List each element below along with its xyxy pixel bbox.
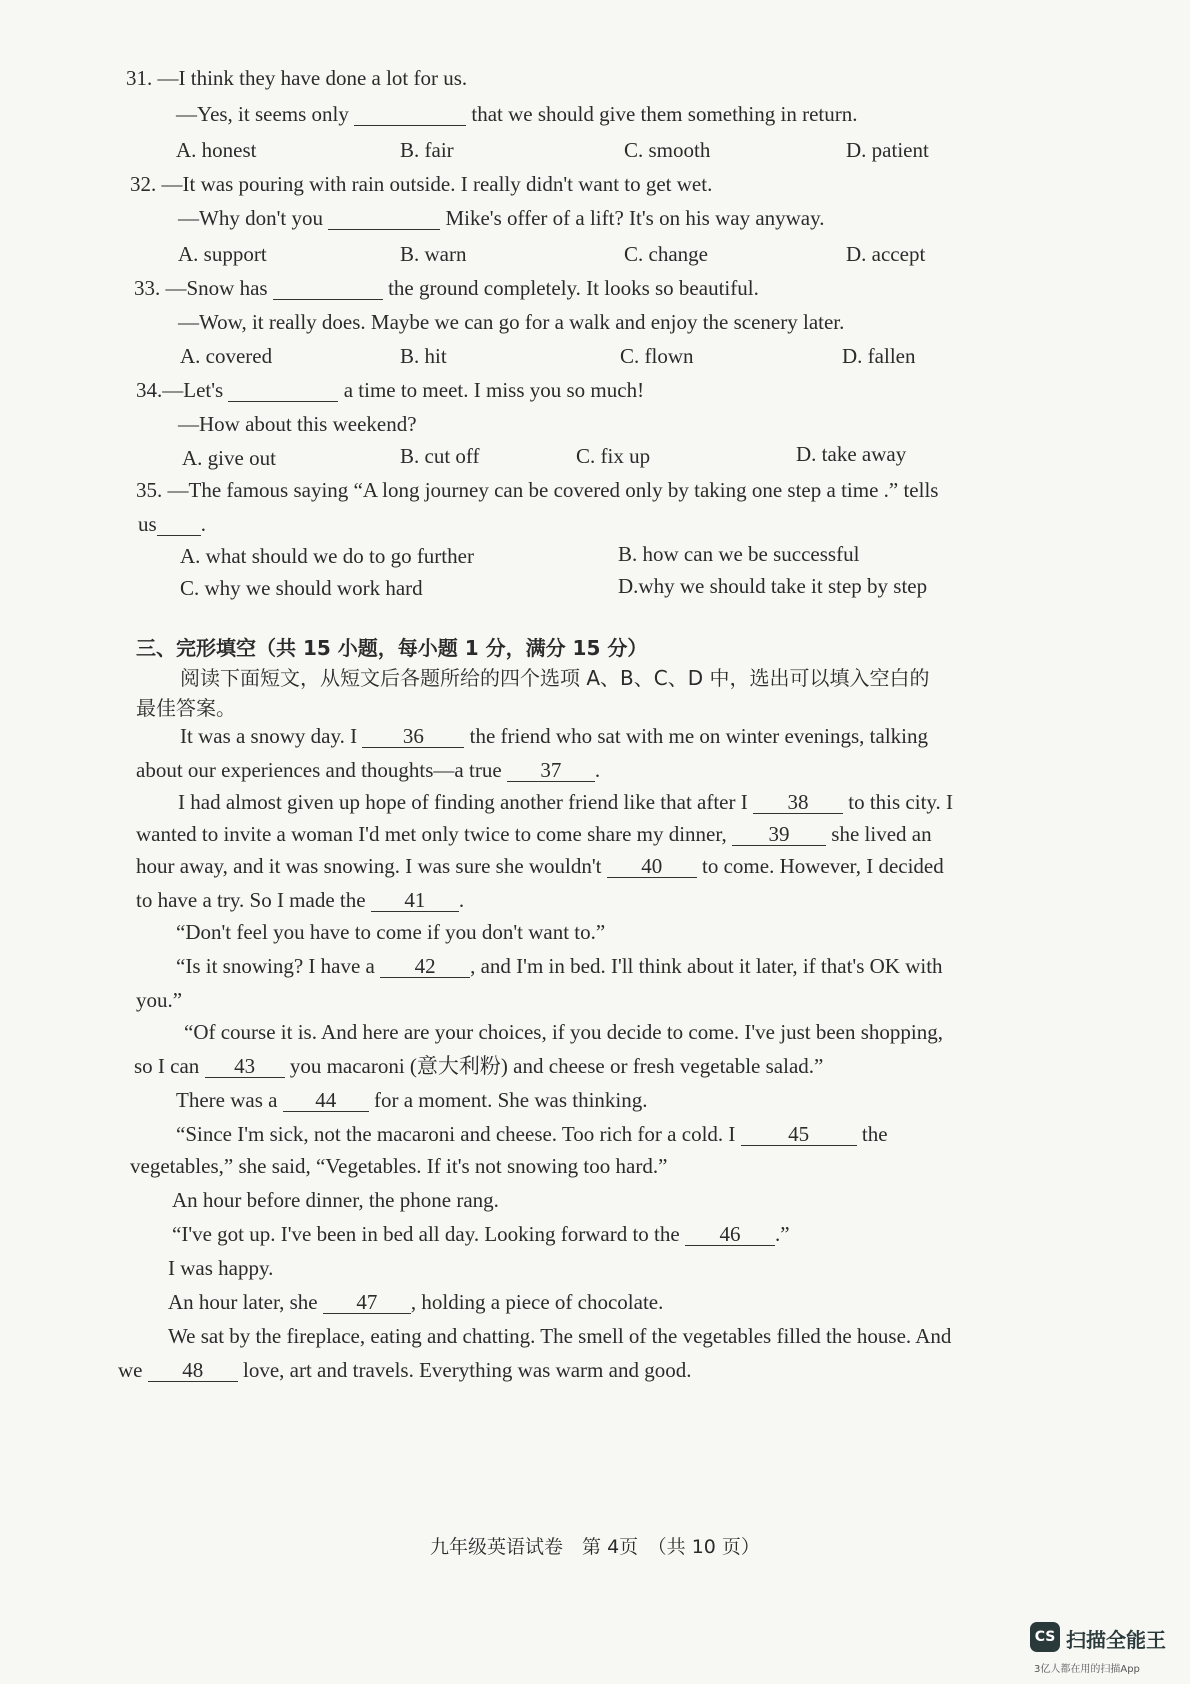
question-number: 35.: [136, 478, 163, 502]
passage-text: “Since I'm sick, not the macaroni and cheese. Too rich for a cold. I: [176, 1122, 736, 1146]
passage-text: , holding a piece of chocolate.: [410, 1290, 664, 1314]
question-32-line1: [130, 170, 712, 198]
passage-line: [176, 952, 943, 980]
question-33-line2: —Wow, it really does. Maybe we can go for a walk and enjoy the scenery later.: [178, 310, 845, 334]
passage-line: [168, 1288, 663, 1316]
passage-line: [118, 1356, 691, 1384]
question-number: 34.: [136, 378, 163, 402]
answer-blank: [273, 277, 383, 300]
question-number: 32.: [130, 172, 157, 196]
passage-line: [136, 820, 932, 848]
blank-40: 40: [607, 855, 697, 878]
passage-text: There was a: [176, 1088, 278, 1112]
blank-43: 43: [205, 1055, 285, 1078]
scanner-app-logo: [1030, 1622, 1180, 1680]
option-a: A. give out: [182, 446, 276, 470]
passage-line: [176, 1086, 648, 1114]
passage-line: vegetables,” she said, “Vegetables. If it's not snowing too hard.”: [130, 1154, 668, 1178]
question-text: Mike's offer of a lift? It's on his way anyway.: [445, 206, 825, 230]
passage-text: .: [594, 758, 601, 782]
cs-logo-icon: CS: [1030, 1622, 1060, 1652]
passage-text: love, art and travels. Everything was warm and good.: [243, 1358, 692, 1382]
blank-41: 41: [371, 889, 459, 912]
option-b: B. fair: [400, 138, 454, 162]
option-c: C. change: [624, 242, 708, 266]
option-a: A. what should we do to go further: [180, 544, 474, 568]
question-34-line2: —How about this weekend?: [178, 412, 417, 436]
question-number: 33.: [134, 276, 161, 300]
question-number: 31.: [126, 66, 153, 90]
blank-37: 37: [507, 759, 595, 782]
option-d: D.why we should take it step by step: [618, 574, 928, 598]
passage-line: [178, 788, 953, 816]
passage-text: about our experiences and thoughts—a true: [136, 758, 502, 782]
question-text: —Why don't you: [178, 206, 323, 230]
question-31-line2: [176, 100, 858, 128]
section-instructions: 阅读下面短文，从短文后各题所给的四个选项 A、B、C、D 中，选出可以填入空白的: [180, 666, 930, 690]
question-text: —Yes, it seems only: [176, 102, 349, 126]
question-32-line2: [178, 204, 825, 232]
passage-text: to have a try. So I made the: [136, 888, 366, 912]
option-a: A. covered: [180, 344, 273, 368]
question-text: —It was pouring with rain outside. I really didn't want to get wet.: [161, 172, 713, 196]
section-title: 三、完形填空（共 15 小题，每小题 1 分，满分 15 分）: [136, 636, 648, 660]
passage-text: we: [118, 1358, 143, 1382]
passage-line: [136, 756, 600, 784]
option-d: D. take away: [796, 442, 907, 466]
logo-name: 扫描全能王: [1066, 1628, 1166, 1652]
passage-line: “Don't feel you have to come if you don't want to.”: [176, 920, 606, 944]
option-a: A. honest: [176, 138, 257, 162]
passage-text: to this city. I: [848, 790, 954, 814]
blank-45: 45: [741, 1123, 857, 1146]
option-d: D. accept: [846, 242, 926, 266]
section-instructions-cont: 最佳答案。: [136, 696, 236, 720]
page-footer: 九年级英语试卷 第 4页 （共 10 页）: [430, 1536, 760, 1558]
answer-blank: [228, 379, 338, 402]
passage-text: to come. However, I decided: [702, 854, 944, 878]
passage-line: [136, 852, 944, 880]
passage-text: the friend who sat with me on winter evenings, talking: [469, 724, 929, 748]
blank-42: 42: [380, 955, 470, 978]
passage-line: “Of course it is. And here are your choices, if you decide to come. I've just been shopping,: [184, 1020, 943, 1044]
passage-text: so I can: [134, 1054, 200, 1078]
passage-line: [172, 1220, 790, 1248]
passage-text: you macaroni (意大利粉) and cheese or fresh vegetable salad.”: [289, 1054, 824, 1078]
question-text: us: [138, 512, 157, 536]
question-31-line1: [126, 64, 467, 92]
passage-line: We sat by the fireplace, eating and chatting. The smell of the vegetables filled the house. And: [168, 1324, 952, 1348]
passage-text: hour away, and it was snowing. I was sure she wouldn't: [136, 854, 602, 878]
passage-line: [176, 1120, 888, 1148]
option-b: B. how can we be successful: [618, 542, 860, 566]
answer-blank: [354, 103, 466, 126]
passage-text: the: [861, 1122, 888, 1146]
question-text: a time to meet. I miss you so much!: [343, 378, 645, 402]
question-35-line1: [136, 476, 938, 504]
question-text: the ground completely. It looks so beautiful.: [388, 276, 759, 300]
option-c: C. fix up: [576, 444, 651, 468]
passage-text: for a moment. She was thinking.: [373, 1088, 648, 1112]
answer-blank: [157, 513, 201, 536]
blank-48: 48: [148, 1359, 238, 1382]
option-d: D. patient: [846, 138, 929, 162]
passage-line: [136, 886, 464, 914]
passage-text: wanted to invite a woman I'd met only twice to come share my dinner,: [136, 822, 727, 846]
option-c: C. smooth: [624, 138, 711, 162]
question-text: —I think they have done a lot for us.: [157, 66, 468, 90]
passage-line: you.”: [136, 988, 183, 1012]
blank-36: 36: [362, 725, 464, 748]
blank-39: 39: [732, 823, 826, 846]
passage-text: “Is it snowing? I have a: [176, 954, 375, 978]
blank-38: 38: [753, 791, 843, 814]
question-34-line1: [136, 376, 644, 404]
passage-text: .”: [774, 1222, 790, 1246]
passage-line: [134, 1052, 823, 1080]
question-text: that we should give them something in return.: [471, 102, 858, 126]
passage-text: .: [458, 888, 465, 912]
answer-blank: [328, 207, 440, 230]
blank-44: 44: [283, 1089, 369, 1112]
option-b: B. warn: [400, 242, 467, 266]
passage-line: [180, 722, 928, 750]
passage-text: , and I'm in bed. I'll think about it later, if that's OK with: [470, 954, 943, 978]
option-a: A. support: [178, 242, 267, 266]
question-text: —The famous saying “A long journey can be covered only by taking one step a time .” tells: [167, 478, 939, 502]
blank-46: 46: [685, 1223, 775, 1246]
question-33-line1: [134, 274, 759, 302]
option-b: B. hit: [400, 344, 447, 368]
passage-text: It was a snowy day. I: [180, 724, 358, 748]
option-c: C. why we should work hard: [180, 576, 423, 600]
option-d: D. fallen: [842, 344, 916, 368]
passage-text: I had almost given up hope of finding another friend like that after I: [178, 790, 748, 814]
passage-line: An hour before dinner, the phone rang.: [172, 1188, 499, 1212]
passage-text: An hour later, she: [168, 1290, 318, 1314]
question-text: —Let's: [162, 378, 224, 402]
passage-text: she lived an: [831, 822, 932, 846]
logo-tagline: 3亿人都在用的扫描App: [1034, 1664, 1140, 1675]
passage-text: “I've got up. I've been in bed all day. Looking forward to the: [172, 1222, 680, 1246]
question-35-line2: us .: [138, 512, 206, 536]
option-b: B. cut off: [400, 444, 480, 468]
passage-line: I was happy.: [168, 1256, 274, 1280]
blank-47: 47: [323, 1291, 411, 1314]
option-c: C. flown: [620, 344, 694, 368]
question-text: —Snow has: [165, 276, 268, 300]
